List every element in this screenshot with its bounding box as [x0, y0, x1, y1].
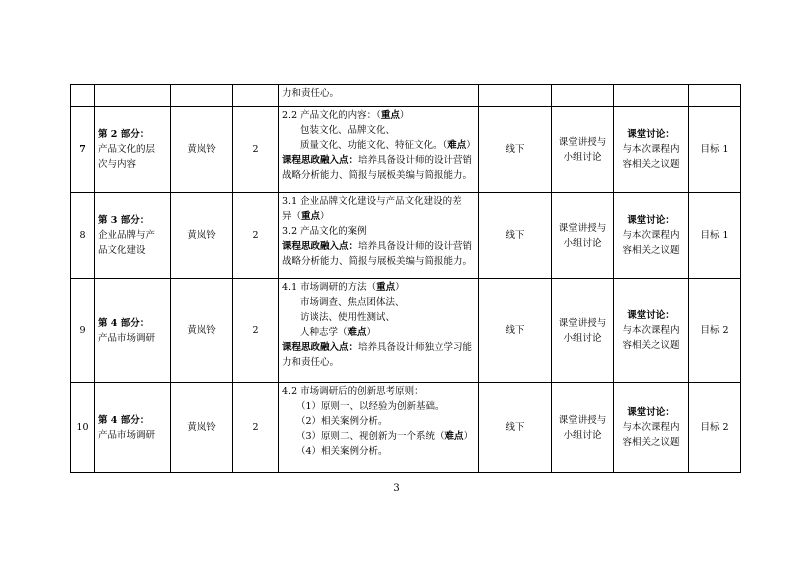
- table-row: [71, 279, 741, 383]
- row-number: 8: [71, 193, 95, 279]
- hours-cell: 2: [233, 107, 279, 193]
- goal-cell: 目标 2: [689, 279, 741, 383]
- hours-cell: 2: [233, 193, 279, 279]
- content-cell: 力和责任心。: [279, 85, 479, 107]
- discussion-cell: 课堂讨论： 与本次课程内 容相关之议题: [614, 383, 689, 473]
- method-cell: 课堂讲授与 小组讨论: [552, 193, 614, 279]
- page-number: 3: [393, 483, 400, 494]
- table-row: [71, 193, 741, 279]
- teacher-cell: 黄岚铃: [171, 193, 233, 279]
- table-row: [71, 107, 741, 193]
- hours-cell: 2: [233, 383, 279, 473]
- part-cell: 第 3 部分： 企业品牌与产 品文化建设: [95, 193, 171, 279]
- content-cell: 2.2 产品文化的内容：（重点） 包装文化、品牌文化、 质量文化、功能文化、特征文化。（难点） 课程思政融入点：培养具备设计师的设计营销 战略分析能力、简报与展板美编与简报能力。: [279, 107, 479, 193]
- mode-cell: 线下: [479, 279, 552, 383]
- discussion-cell: 课堂讨论： 与本次课程内 容相关之议题: [614, 193, 689, 279]
- course-schedule-table: [70, 84, 741, 473]
- part-cell: 第 4 部分： 产品市场调研: [95, 279, 171, 383]
- table-row: [71, 85, 741, 107]
- teacher-cell: 黄岚铃: [171, 383, 233, 473]
- mode-cell: 线下: [479, 107, 552, 193]
- method-cell: 课堂讲授与 小组讨论: [552, 107, 614, 193]
- row-number: 10: [71, 383, 95, 473]
- table-row: [71, 383, 741, 473]
- hours-cell: 2: [233, 279, 279, 383]
- discussion-cell: 课堂讨论： 与本次课程内 容相关之议题: [614, 279, 689, 383]
- content-cell: 4.2 市场调研后的创新思考原则： （1）原则一、以经验为创新基础。 （2）相关案例分析。 （3）原则二、视创新为一个系统（难点） （4）相关案例分析。: [279, 383, 479, 473]
- row-number: 7: [71, 107, 95, 193]
- method-cell: 课堂讲授与 小组讨论: [552, 279, 614, 383]
- mode-cell: 线下: [479, 193, 552, 279]
- teacher-cell: 黄岚铃: [171, 107, 233, 193]
- part-cell: 第 2 部分： 产品文化的层 次与内容: [95, 107, 171, 193]
- goal-cell: 目标 2: [689, 383, 741, 473]
- content-cell: 4.1 市场调研的方法（重点） 市场调查、焦点团体法、 访谈法、使用性测试、 人种志学（难点） 课程思政融入点：培养具备设计师独立学习能 力和责任心。: [279, 279, 479, 383]
- method-cell: 课堂讲授与 小组讨论: [552, 383, 614, 473]
- goal-cell: 目标 1: [689, 107, 741, 193]
- discussion-cell: 课堂讨论： 与本次课程内 容相关之议题: [614, 107, 689, 193]
- teacher-cell: 黄岚铃: [171, 279, 233, 383]
- goal-cell: 目标 1: [689, 193, 741, 279]
- content-cell: 3.1 企业品牌文化建设与产品文化建设的差 异（重点） 3.2 产品文化的案例 课程思政融入点：培养具备设计师的设计营销 战略分析能力、简报与展板美编与简报能力。: [279, 193, 479, 279]
- row-number: 9: [71, 279, 95, 383]
- mode-cell: 线下: [479, 383, 552, 473]
- part-cell: 第 4 部分： 产品市场调研: [95, 383, 171, 473]
